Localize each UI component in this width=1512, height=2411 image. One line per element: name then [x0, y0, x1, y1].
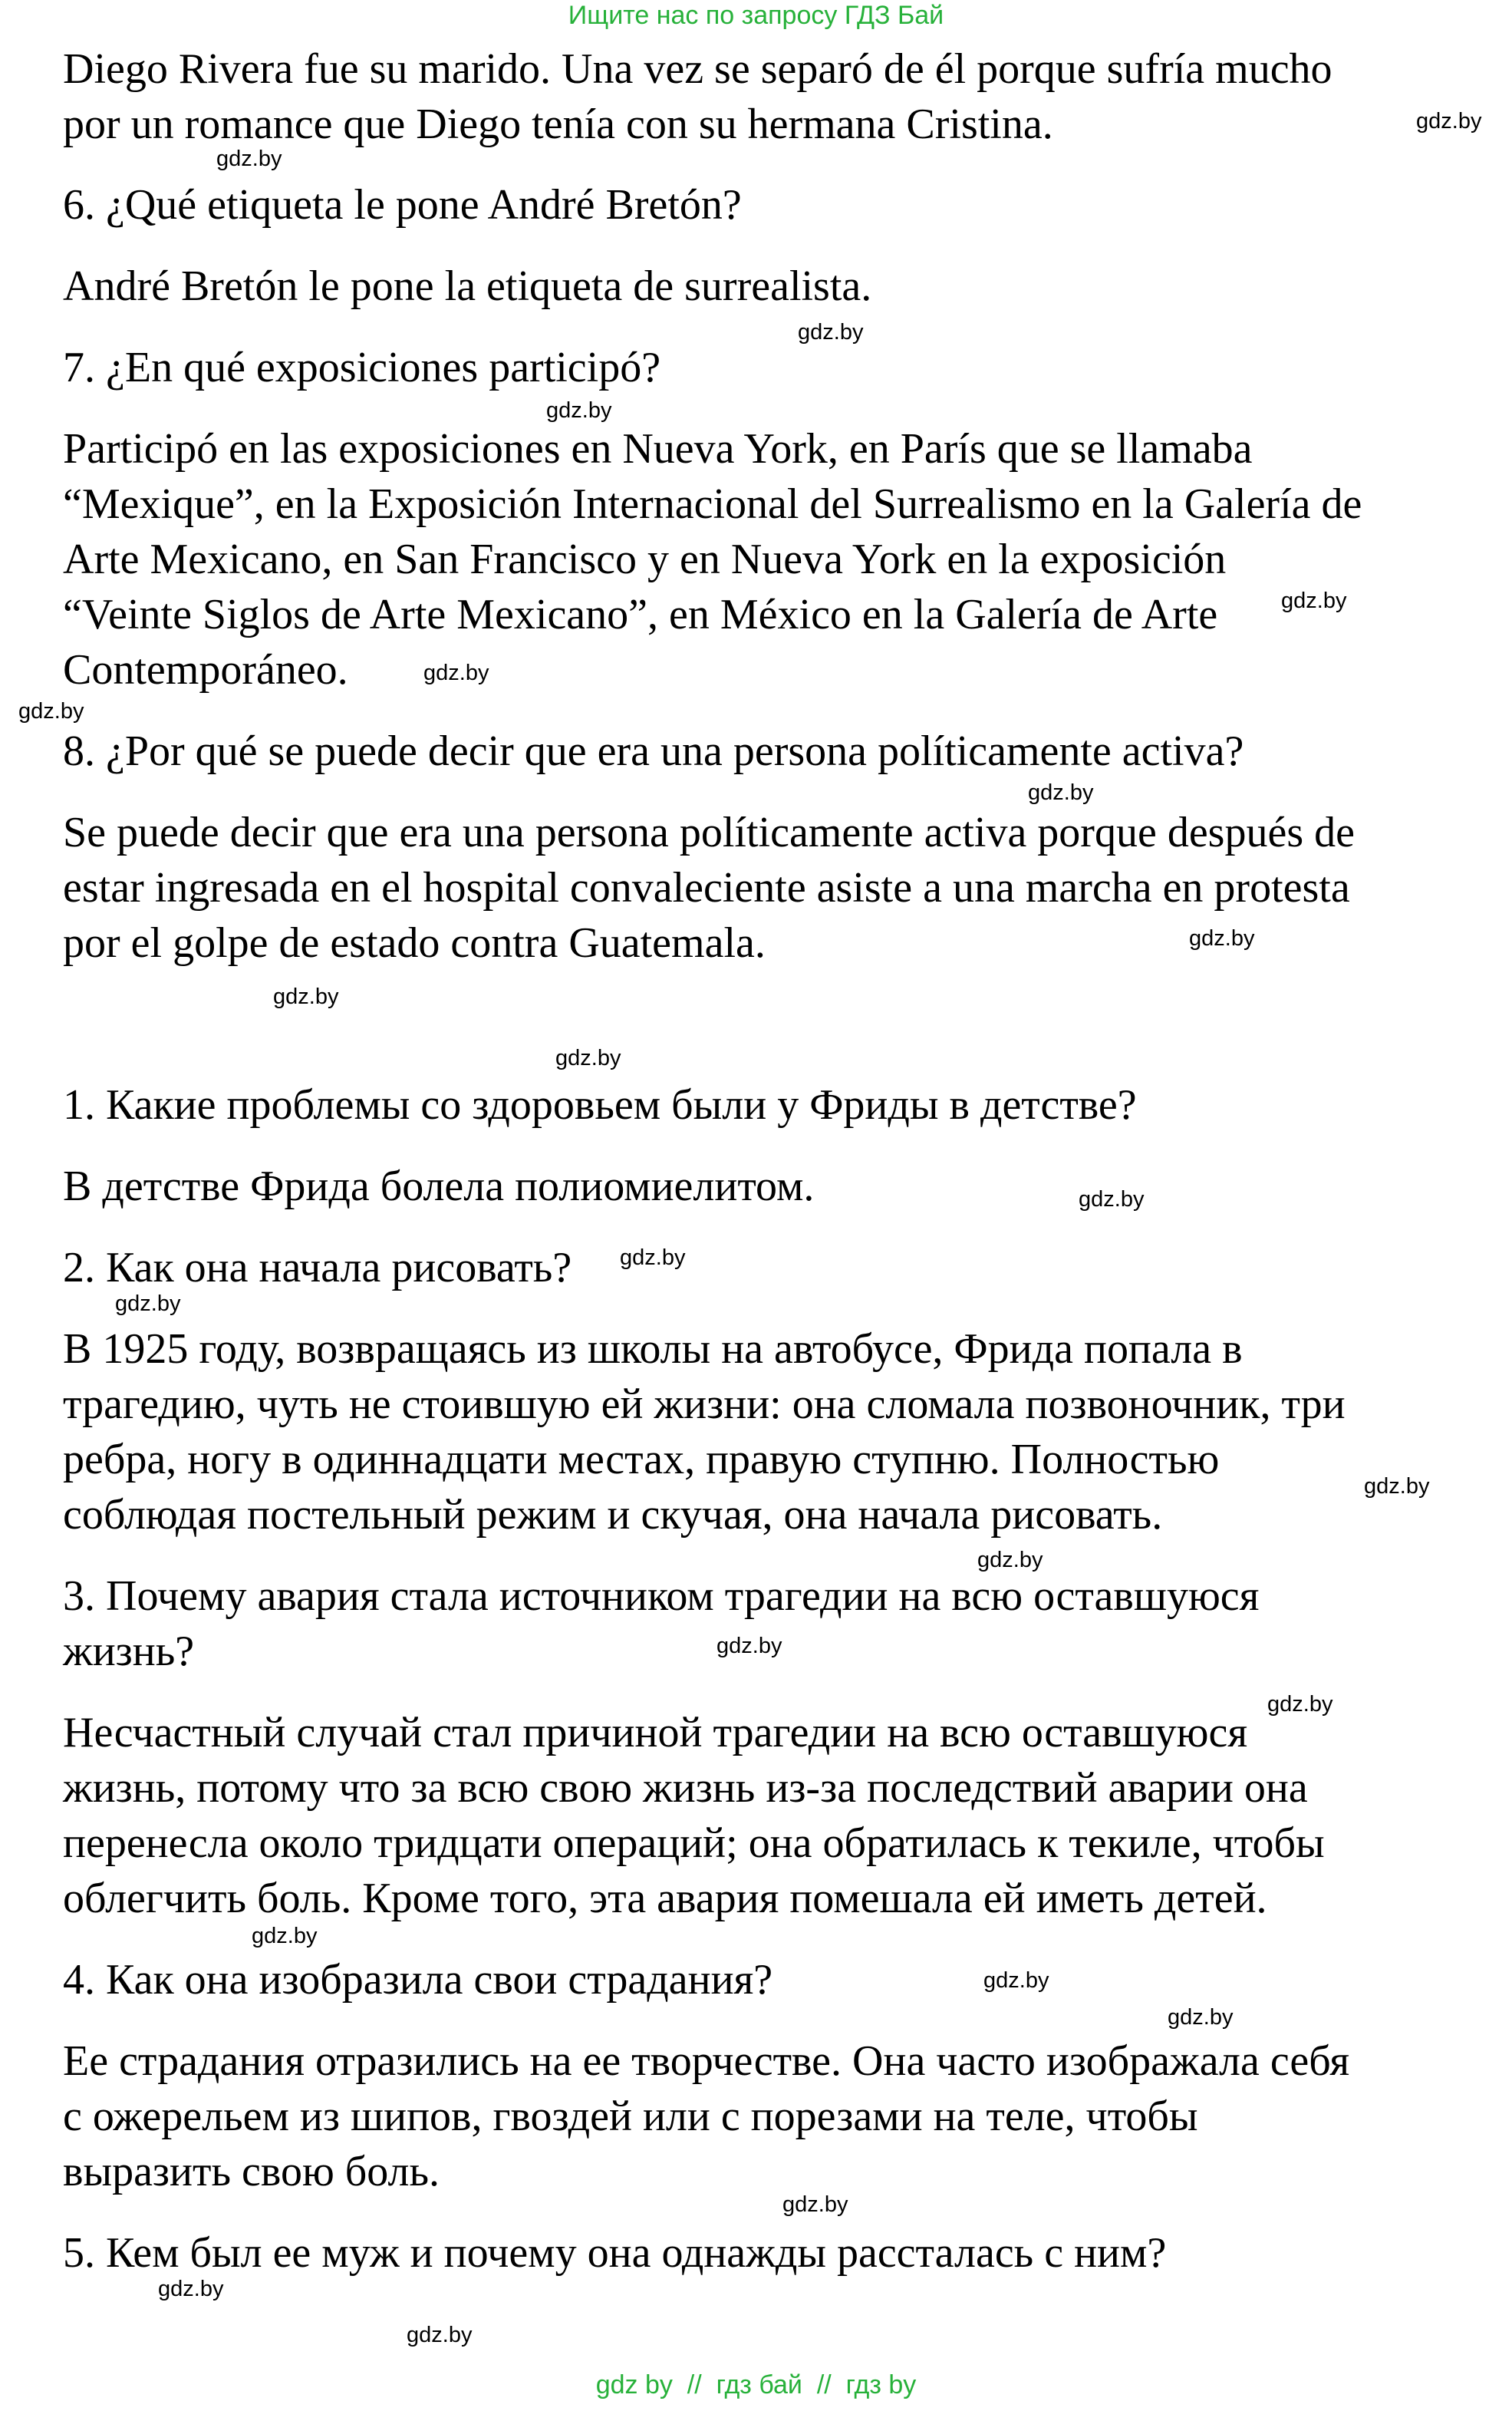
watermark: gdz.by — [216, 147, 282, 171]
watermark: gdz.by — [1168, 2005, 1234, 2030]
answer-line: облегчить боль. Кроме того, эта авария помешала ей иметь детей. — [63, 1875, 1267, 1922]
watermark: gdz.by — [798, 320, 864, 345]
watermark: gdz.by — [977, 1548, 1043, 1572]
watermark: gdz.by — [158, 2277, 224, 2301]
watermark: gdz.by — [1281, 589, 1347, 613]
watermark: gdz.by — [716, 1634, 782, 1658]
watermark: gdz.by — [1189, 926, 1255, 951]
answer-line: Diego Rivera fue su marido. Una vez se separó de él porque sufría mucho — [63, 45, 1332, 93]
answer-line: Participó en las exposiciones en Nueva York, en París que se llamaba — [63, 425, 1253, 473]
answer-line: estar ingresada en el hospital convaleciente asiste a una marcha en protesta — [63, 864, 1350, 912]
answer-line: ребра, ногу в одиннадцати местах, правую ступню. Полностью — [63, 1436, 1220, 1483]
answer-line: перенесла около тридцати операций; она обратилась к текиле, чтобы — [63, 1819, 1325, 1867]
watermark: gdz.by — [620, 1245, 686, 1270]
question-ru-1: 1. Какие проблемы со здоровьем были у Фриды в детстве? — [63, 1081, 1137, 1129]
watermark: gdz.by — [1416, 109, 1482, 134]
answer-line: соблюдая постельный режим и скучая, она начала рисовать. — [63, 1491, 1163, 1539]
answer-line: por un romance que Diego tenía con su hermana Cristina. — [63, 101, 1053, 148]
answer-line: жизнь, потому что за всю свою жизнь из-за последствий аварии она — [63, 1764, 1308, 1812]
answer-line: выразить свою боль. — [63, 2148, 440, 2195]
question-ru-2: 2. Как она начала рисовать? — [63, 1244, 572, 1291]
question-6: 6. ¿Qué etiqueta le pone André Bretón? — [63, 181, 742, 229]
watermark: gdz.by — [18, 699, 84, 724]
watermark: gdz.by — [546, 398, 612, 423]
answer-line: Se puede decir que era una persona políticamente activa porque después de — [63, 809, 1355, 856]
header-promo-link[interactable]: Ищите нас по запросу ГДЗ Бай — [568, 1, 944, 30]
watermark: gdz.by — [1079, 1187, 1145, 1212]
watermark: gdz.by — [423, 661, 489, 685]
answer-line: “Mexique”, en la Exposición Internacional del Surrealismo en la Galería de — [63, 480, 1362, 528]
footer-links[interactable]: gdz by // гдз бай // гдз by — [595, 2370, 917, 2399]
answer-line: Contemporáneo. — [63, 646, 348, 694]
answer-line: por el golpe de estado contra Guatemala. — [63, 919, 766, 967]
question-ru-5: 5. Кем был ее муж и почему она однажды рассталась с ним? — [63, 2229, 1167, 2277]
answer-line: André Bretón le pone la etiqueta de surrealista. — [63, 262, 872, 310]
watermark: gdz.by — [115, 1291, 181, 1316]
answer-line: Несчастный случай стал причиной трагедии на всю оставшуюся — [63, 1709, 1248, 1756]
watermark: gdz.by — [1028, 780, 1094, 805]
answer-line: с ожерельем из шипов, гвоздей или с порезами на теле, чтобы — [63, 2093, 1198, 2140]
answer-line: Arte Mexicano, en San Francisco y en Nueva York en la exposición — [63, 536, 1227, 583]
watermark: gdz.by — [252, 1924, 318, 1948]
watermark: gdz.by — [407, 2323, 473, 2347]
watermark: gdz.by — [1267, 1692, 1333, 1717]
question-ru-3: 3. Почему авария стала источником трагедии на всю оставшуюся — [63, 1572, 1260, 1620]
question-ru-4: 4. Как она изобразила свои страдания? — [63, 1956, 773, 2004]
answer-line: трагедию, чуть не стоившую ей жизни: она сломала позвоночник, три — [63, 1380, 1346, 1428]
question-8: 8. ¿Por qué se puede decir que era una persona políticamente activa? — [63, 727, 1244, 775]
answer-line: В 1925 году, возвращаясь из школы на автобусе, Фрида попала в — [63, 1325, 1243, 1373]
watermark: gdz.by — [273, 985, 339, 1009]
answer-line: “Veinte Siglos de Arte Mexicano”, en México en la Galería de Arte — [63, 591, 1218, 638]
watermark: gdz.by — [983, 1968, 1049, 1993]
answer-line: Ее страдания отразились на ее творчестве. Она часто изображала себя — [63, 2037, 1350, 2085]
question-ru-3-cont: жизнь? — [63, 1628, 195, 1675]
answer-line: В детстве Фрида болела полиомиелитом. — [63, 1163, 815, 1210]
watermark: gdz.by — [555, 1046, 621, 1070]
watermark: gdz.by — [782, 2192, 848, 2217]
watermark: gdz.by — [1364, 1474, 1430, 1499]
question-7: 7. ¿En qué exposiciones participó? — [63, 344, 661, 391]
